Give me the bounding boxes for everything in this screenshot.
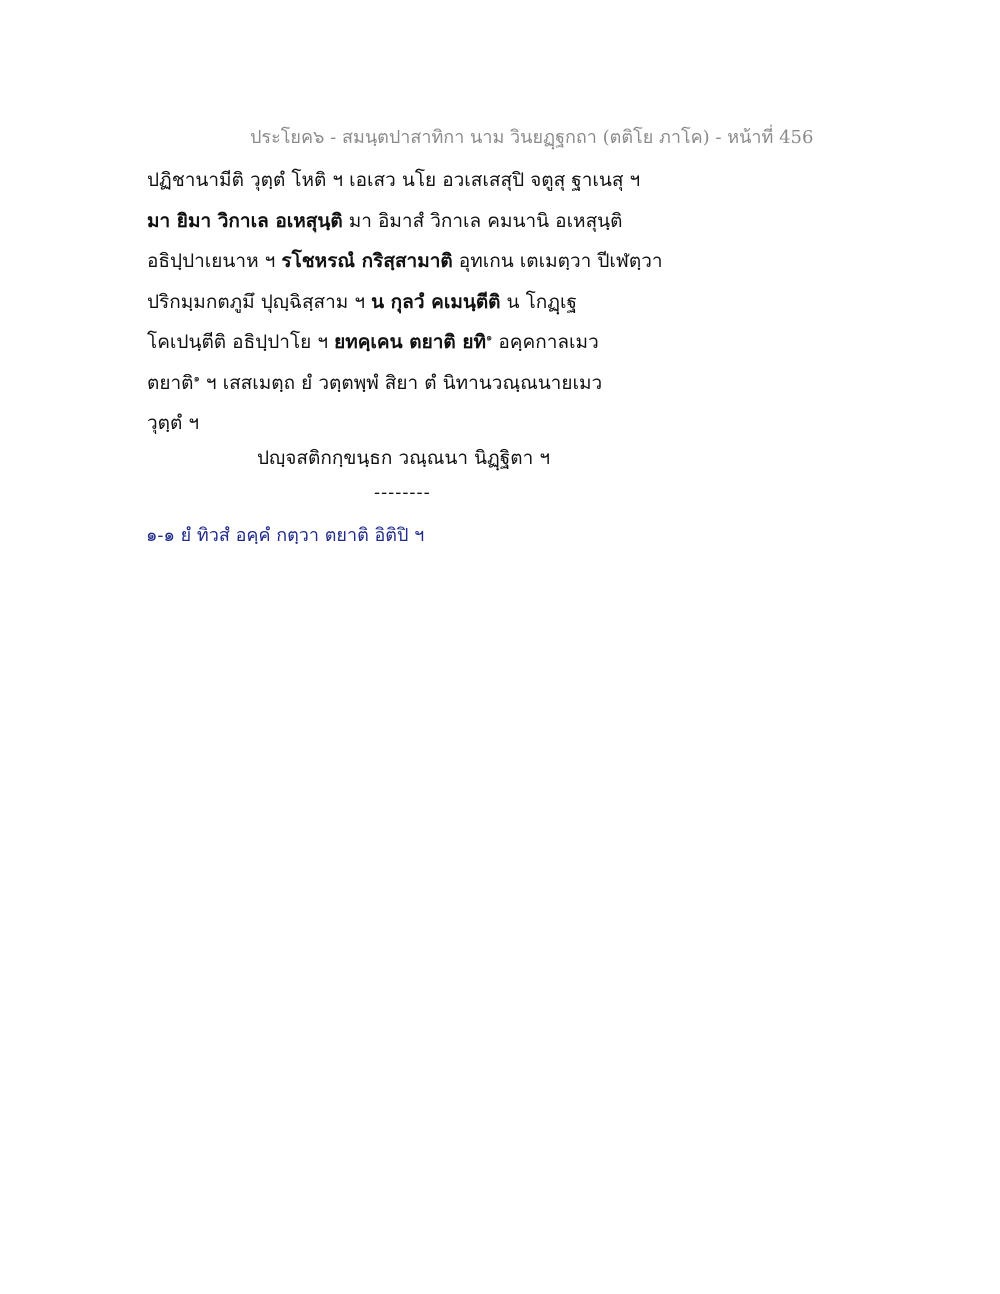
bold-term: น กุลวํ คเมนฺตีติ	[371, 290, 501, 313]
text-segment: อุทเกน เตเมตฺวา ปีเฬตฺวา	[452, 250, 663, 272]
text-segment: อคฺคกาลเมว	[492, 331, 599, 353]
text-segment: ปริกมฺมกตภูมึ ปุญฺฉิสฺสาม ฯ	[147, 290, 372, 313]
separator-dashes: --------	[374, 482, 431, 503]
body-text	[147, 160, 707, 444]
text-line-7: วุตฺตํ ฯ	[147, 412, 200, 434]
footnote-marker: ๑	[193, 373, 200, 385]
bold-term: รโชหรณํ กริสฺสามาติ	[281, 250, 453, 272]
footnote-marker: ๑	[486, 332, 493, 344]
text-segment: มา อิมาสํ วิกาเล คมนานิ อเหสุนฺติ	[342, 209, 623, 232]
text-line-3	[147, 241, 707, 282]
section-closing: ปญฺจสติกกฺขนฺธก วณฺณนา นิฏฺฐิตา ฯ	[257, 447, 551, 469]
text-segment: โคเปนฺตีติ อธิปฺปาโย ฯ	[147, 331, 335, 353]
bold-term: ยทคฺเคน ตยาติ ยทิ	[334, 331, 486, 353]
text-line-6	[147, 363, 707, 404]
bold-term: มา ยิมา วิกาเล อเหสุนฺติ	[147, 209, 343, 232]
text-line-4	[147, 282, 707, 323]
text-line-5	[147, 322, 707, 363]
text-segment: น โกฏฺเฐ	[500, 290, 578, 313]
text-segment: อธิปฺปาเยนาห ฯ	[147, 250, 282, 272]
text-line-1: ปฏิชานามีติ วุตฺตํ โหติ ฯ เอเสว นโย อวเสเสสุปิ จตูสุ ฐาเนสุ ฯ	[147, 169, 641, 191]
footnote: ๑-๑ ยํ ทิวสํ อคฺคํ กตฺวา ตยาติ อิติปิ ฯ	[146, 525, 425, 546]
page-header: ประโยค๖ - สมนฺตปาสาทิกา นาม วินยฏฺฐกถา (ตติโย ภาโค) - หน้าที่ 456	[250, 127, 814, 148]
text-line-2	[147, 201, 707, 242]
text-segment: ตยาติ	[147, 371, 194, 394]
text-segment: ฯ เสสเมตฺถ ยํ วตฺตพฺพํ สิยา ตํ นิทานวณฺณนายเมว	[199, 371, 603, 394]
